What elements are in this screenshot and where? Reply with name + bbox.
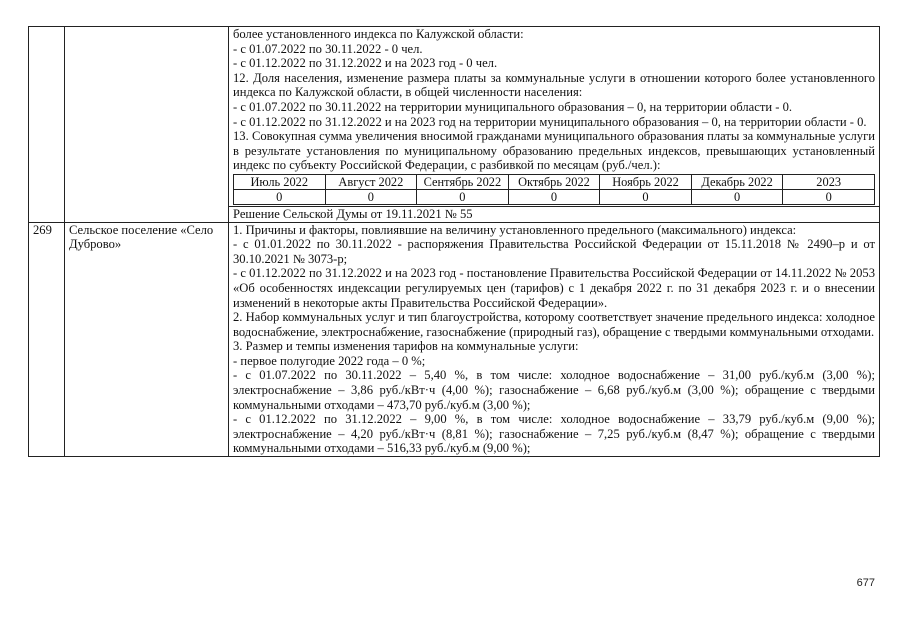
municipality-name [65, 27, 229, 223]
row-content [229, 222, 880, 457]
paragraph: 1. Причины и факторы, повлиявшие на величину установленного предельного (максимального) индекса: [233, 222, 797, 237]
month-value: 0 [234, 189, 326, 204]
paragraph: - с 01.07.2022 по 30.11.2022 – 5,40 %, в том числе: холодное водоснабжение – 31,00 руб./куб.м (3,00 %); электроснабжение – 3,86 руб./кВт·ч (4,00 %); газоснабжение – 6,68 руб./куб.м (3,00 %); обращение с твердыми коммунальными отходами – 473,70 руб./куб.м (3,00 %); [233, 368, 875, 412]
month-header: Декабрь 2022 [691, 174, 783, 189]
row-content [229, 27, 880, 223]
months-values-row [234, 189, 875, 204]
paragraph: 3. Размер и темпы изменения тарифов на коммунальные услуги: [233, 339, 579, 354]
paragraph: - с 01.12.2022 по 31.12.2022 и на 2023 год - постановление Правительства Российской Федерации от 14.11.2022 № 2053 «Об особенностях индексации регулируемых цен (тарифов) с 1 декабря 2022 г. по 31 декабря 2023 г. и о внесении изменений в некоторые акты Правительства Российской Федерации». [233, 266, 875, 310]
month-header: 2023 [783, 174, 875, 189]
paragraph: - с 01.12.2022 по 31.12.2022 и на 2023 год на территории муниципального образования – 0, на территории области - 0. [233, 114, 867, 129]
month-value: 0 [691, 189, 783, 204]
page-number: 677 [856, 577, 875, 589]
paragraph: 2. Набор коммунальных услуг и тип благоустройства, которому соответствует значение предельного индекса: холодное водоснабжение, электроснабжение, газоснабжение (природный газ), обращение с твердыми коммунальными отходами. [233, 310, 875, 339]
paragraph: 13. Совокупная сумма увеличения вносимой гражданами муниципального образования платы за коммунальные услуги в результате установления по муниципальному образованию предельных индексов, превышающих установленный индекс по субъекту Российской Федерации, с разбивкой по месяцам (руб./чел.): [233, 129, 875, 173]
month-header: Октябрь 2022 [508, 174, 600, 189]
month-value: 0 [508, 189, 600, 204]
table-row [29, 27, 880, 223]
paragraph: - с 01.12.2022 по 31.12.2022 – 9,00 %, в том числе: холодное водоснабжение – 33,79 руб./куб.м (9,00 %); электроснабжение – 4,20 руб./кВт·ч (8,81 %); газоснабжение – 7,25 руб./куб.м (8,47 %); обращение с твердыми коммунальными отходами – 516,33 руб./куб.м (9,00 %); [233, 412, 875, 456]
paragraph: более установленного индекса по Калужской области: [233, 27, 524, 41]
paragraph: 12. Доля населения, изменение размера платы за коммунальные услуги в отношении которого более установленного индекса по Калужской области, в общей численности населения: [233, 70, 875, 100]
municipality-name: Сельское поселение «Село Дуброво» [65, 222, 229, 457]
paragraph: - с 01.07.2022 по 30.11.2022 на территории муниципального образования – 0, на территории области - 0. [233, 99, 793, 114]
paragraph: - с 01.07.2022 по 30.11.2022 - 0 чел. [233, 41, 423, 56]
month-value: 0 [600, 189, 692, 204]
paragraph: - с 01.01.2022 по 30.11.2022 - распоряжения Правительства Российской Федерации от 15.11.2018 № 2490–р и от 30.10.2021 № 3073-р; [233, 237, 875, 266]
table-row [29, 222, 880, 457]
month-value: 0 [417, 189, 509, 204]
row-number [29, 27, 65, 223]
months-header-row [234, 174, 875, 189]
row-number: 269 [29, 222, 65, 457]
month-header: Сентябрь 2022 [417, 174, 509, 189]
decision-reference: Решение Сельской Думы от 19.11.2021 № 55 [229, 206, 879, 222]
paragraph: - первое полугодие 2022 года – 0 %; [233, 353, 426, 368]
paragraph: - с 01.12.2022 по 31.12.2022 и на 2023 год - 0 чел. [233, 56, 498, 71]
month-value: 0 [783, 189, 875, 204]
month-value: 0 [325, 189, 417, 204]
month-header: Июль 2022 [234, 174, 326, 189]
months-table [233, 174, 875, 205]
document-table [28, 26, 880, 457]
month-header: Ноябрь 2022 [600, 174, 692, 189]
month-header: Август 2022 [325, 174, 417, 189]
